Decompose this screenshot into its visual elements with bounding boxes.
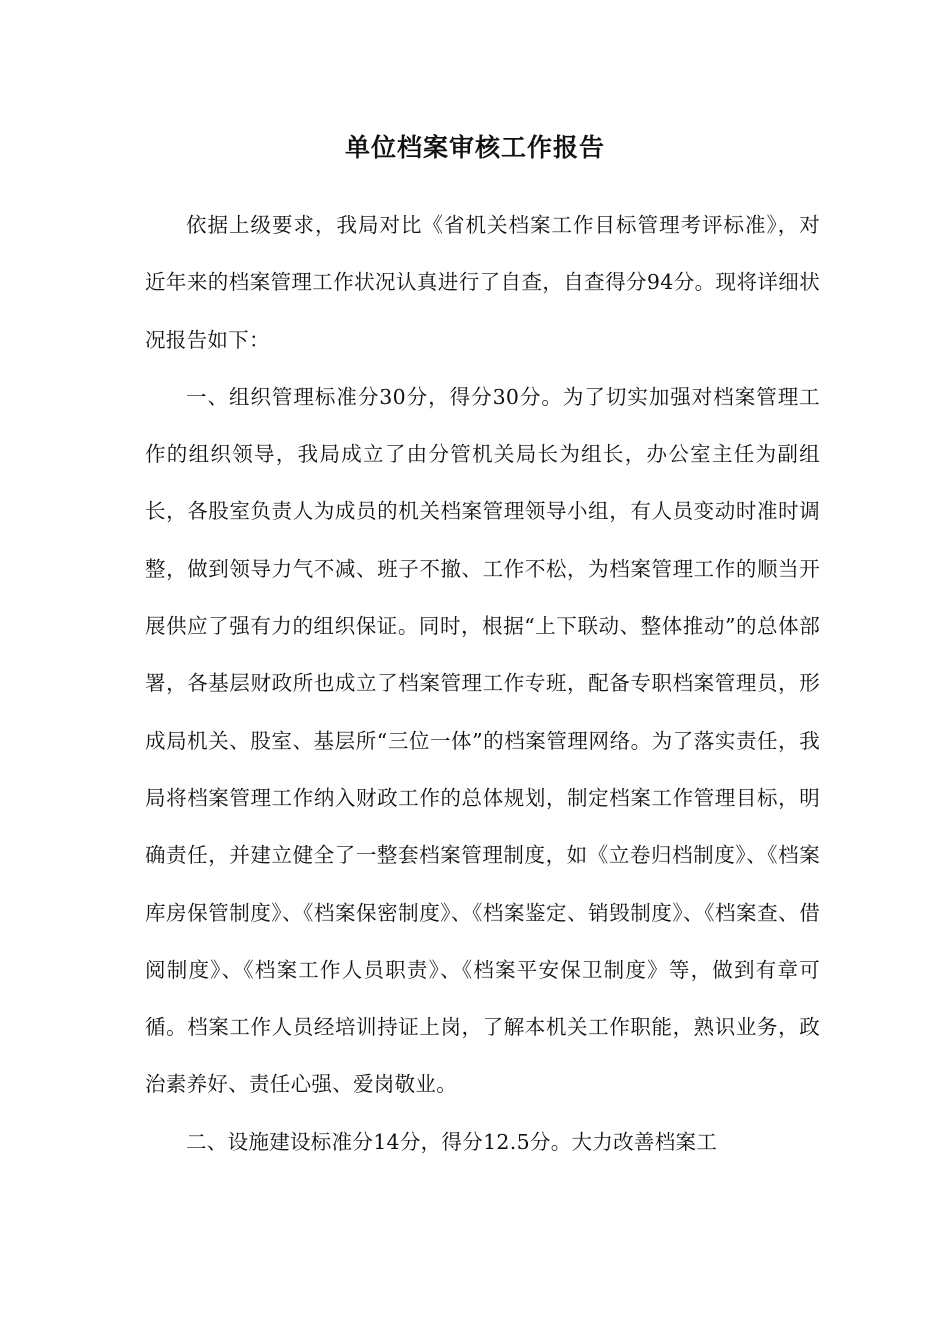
paragraph-organization: 一、组织管理标准分30分，得分30分。为了切实加强对档案管理工作的组织领导，我局成立了由分管机关局长为组长，办公室主任为副组长，各股室负责人为成员的机关档案管理领导小组，有人员变动时准时调整，做到领导力气不减、班子不撤、工作不松，为档案管理工作的顺当开展供应了强有力的组织保证。同时，根据“上下联动、整体推动”的总体部署，各基层财政所也成立了档案管理工作专班，配备专职档案管理员，形成局机关、股室、基层所“三位一体”的档案管理网络。为了落实责任，我局将档案管理工作纳入财政工作的总体规划，制定档案工作管理目标，明确责任，并建立健全了一整套档案管理制度，如《立卷归档制度》、《档案库房保管制度》、《档案保密制度》、《档案鉴定、销毁制度》、《档案查、借阅制度》、《档案工作人员职责》、《档案平安保卫制度》等，做到有章可循。档案工作人员经培训持证上岗，了解本机关工作职能，熟识业务，政治素养好、责任心强、爱岗敬业。 xyxy=(145,384,820,1097)
paragraph-facilities: 二、设施建设标准分14分，得分12.5分。大力改善档案工 xyxy=(186,1129,718,1154)
document-body xyxy=(145,197,820,1171)
document-title: 单位档案审核工作报告 xyxy=(344,133,605,162)
paragraph-intro: 依据上级要求，我局对比《省机关档案工作目标管理考评标准》，对近年来的档案管理工作状况认真进行了自查，自查得分94分。现将详细状况报告如下： xyxy=(145,213,820,352)
